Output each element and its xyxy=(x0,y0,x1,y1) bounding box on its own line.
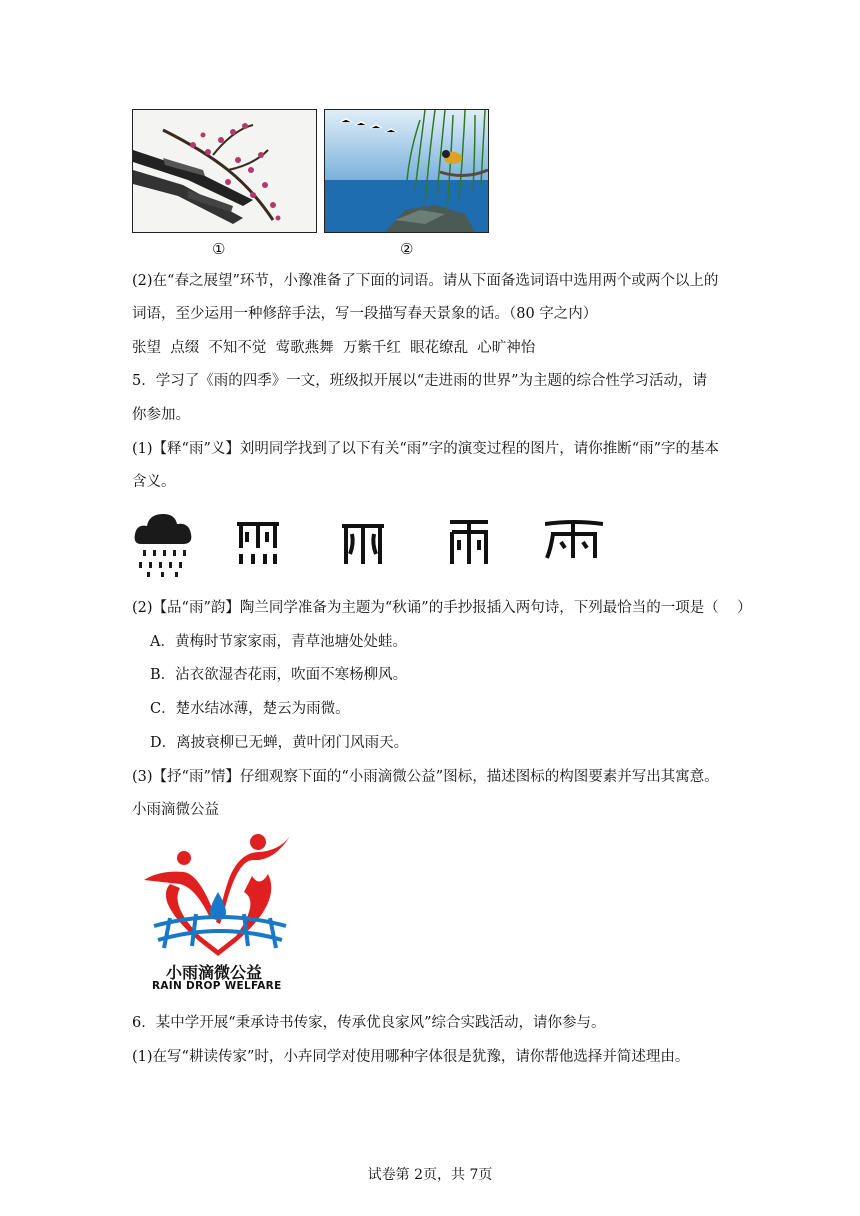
option-b: B．沾衣欲湿杏花雨，吹面不寒杨柳风。 xyxy=(150,667,408,683)
q5-intro-line1: 5．学习了《雨的四季》一文，班级拟开展以“走进雨的世界”为主题的综合性学习活动，请 xyxy=(132,373,708,389)
q6-intro: 6．某中学开展“秉承诗书传家，传承优良家风”综合实践活动，请你参与。 xyxy=(132,1015,606,1031)
willow-bird-illustration xyxy=(325,110,488,232)
option-d: D．离披衰柳已无蝉，黄叶闭门风雨天。 xyxy=(150,735,409,751)
logo-heart-figures-icon xyxy=(140,832,300,962)
q4-word-bank: 张望 点缀 不知不觉 莺歌燕舞 万紫千红 眼花缭乱 心旷神怡 xyxy=(132,340,536,356)
q5-part3-prompt: (3)【抒“雨”情】仔细观察下面的“小雨滴微公益”图标，描述图标的构图要素并写出其寓意。 xyxy=(132,769,719,785)
option-a: A．黄梅时节家家雨，青草池塘处处蛙。 xyxy=(150,634,407,650)
rain-oracle-script-icon xyxy=(237,518,279,572)
q5-part2-prompt: (2)【品“雨”韵】陶兰同学准备为主题为“秋诵”的手抄报插入两句诗，下列最恰当的一项是（ ） xyxy=(132,600,752,616)
logo-text-cn: 小雨滴微公益 xyxy=(166,963,263,982)
painting-plum-blossom xyxy=(132,109,317,233)
image-caption-1: ① xyxy=(212,240,226,258)
q4-part2-prompt-line2: 词语，至少运用一种修辞手法，写一段描写春天景象的话。（80 字之内） xyxy=(132,306,598,322)
q5-part1-line2: 含义。 xyxy=(132,474,176,490)
q6-part1: (1)在写“耕读传家”时，小卉同学对使用哪种字体很是犹豫，请你帮他选择并简述理由。 xyxy=(132,1049,690,1065)
logo-caption: 小雨滴微公益 xyxy=(132,802,219,818)
rain-seal-script-icon xyxy=(448,518,490,572)
option-c: C．楚水结冰薄，楚云为雨微。 xyxy=(150,701,350,717)
q4-part2-prompt-line1: (2)在“春之展望”环节，小豫准备了下面的词语。请从下面备选词语中选用两个或两个以上的 xyxy=(132,273,719,289)
logo-text-en: RAIN DROP WELFARE xyxy=(152,980,282,992)
painting-willow-bird xyxy=(324,109,489,233)
q5-intro-line2: 你参加。 xyxy=(132,407,190,423)
image-caption-2: ② xyxy=(400,240,414,258)
page-footer: 试卷第 2页，共 7页 xyxy=(367,1167,493,1183)
rain-drop-welfare-logo xyxy=(140,832,300,994)
plum-blossom-illustration xyxy=(133,110,316,232)
rain-clerical-script-icon xyxy=(545,518,603,566)
q5-part1-line1: (1)【释“雨”义】刘明同学找到了以下有关“雨”字的演变过程的图片，请你推断“雨”字的基本 xyxy=(132,441,720,457)
rain-bronze-script-icon xyxy=(340,518,386,572)
rain-pictograph-cloud-icon xyxy=(133,510,193,582)
